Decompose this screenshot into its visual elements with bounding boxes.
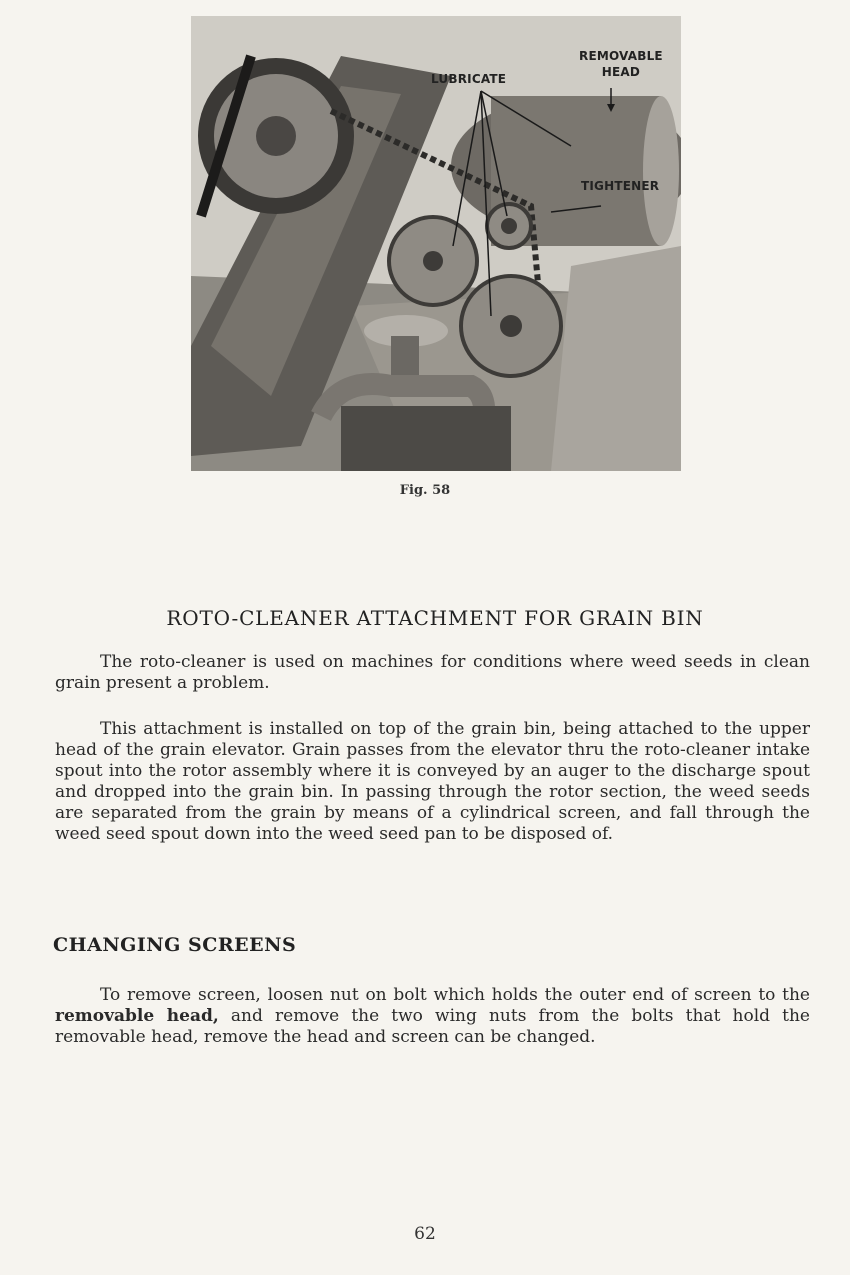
removable-head-callout	[579, 48, 663, 80]
subsection-title: CHANGING SCREENS	[53, 934, 297, 956]
removable-head-callout-line1: REMOVABLE	[579, 49, 663, 63]
section-title: ROTO-CLEANER ATTACHMENT FOR GRAIN BIN	[166, 606, 704, 630]
description-paragraph	[55, 719, 810, 845]
removable-head-callout-line2: HEAD	[601, 65, 641, 79]
figure-caption: Fig. 58	[399, 483, 451, 498]
changing-screens-text-end: and remove the two wing nuts from the bolts that hold the removable head, remove the head and screen can be changed.	[55, 1006, 810, 1047]
intro-paragraph-text: The roto-cleaner is used on machines for conditions where weed seeds in clean grain present a problem.	[55, 652, 810, 693]
changing-screens-text-start: To remove screen, loosen nut on bolt which holds the outer end of screen to the	[100, 985, 810, 1005]
intro-paragraph	[55, 652, 810, 694]
tightener-callout: TIGHTENER	[581, 179, 660, 193]
machine-photo	[191, 16, 681, 471]
page-number: 62	[414, 1224, 436, 1244]
removable-head-emphasis: removable head,	[55, 1006, 219, 1026]
changing-screens-paragraph	[55, 985, 810, 1048]
lubricate-callout: LUBRICATE	[431, 72, 507, 86]
description-paragraph-text: This attachment is installed on top of the grain bin, being attached to the upper head of the grain elevator. Grain passes from the elevator thru the roto-cleaner intake spout into the rotor assembly where it is conveyed by an auger to the discharge spout and dropped into the grain bin. In passing through the rotor section, the weed seeds are separated from the grain by means of a cylindrical screen, and fall through the weed seed spout down into the weed seed pan to be disposed of.	[55, 719, 810, 844]
